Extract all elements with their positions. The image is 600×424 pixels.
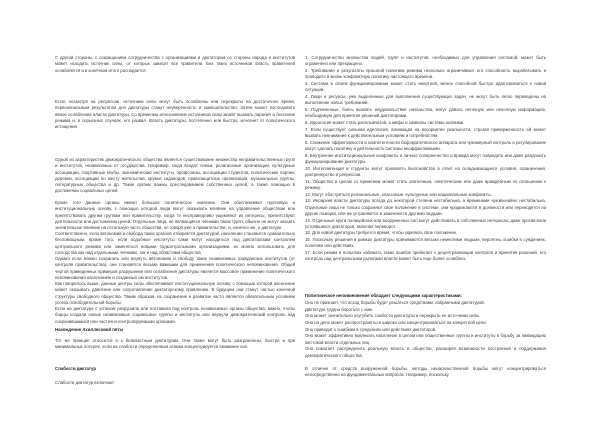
list-item: 2. Требования и результаты прошлой политики режима несколько ограничивают его способность вырабатывать и проводить в жизнь конфликтную политику настоящего времени. [305,67,546,80]
list-item: 16. Поскольку решения в рамках диктатуры принимаются весьма немногими людьми, вероятны ошибки в суждениях, политике или действиях. [305,237,546,249]
paragraph: Однако если можно сохранить или вернуть автономию и свободу таких независимых гражданских институтов (от контроля правительства), они становятся весьма важными для применения политического неповиновения. Общей чертой приведенных примеров разрушения или ослабления диктатуры является массовое применение политического неповиновения населением и созданных им институтов. [55,256,295,280]
weakness-list [305,55,546,263]
paragraph: С другой стороны, с сокращением сотрудничества с организациями и диктатором со стороны народа и институтов может исходить источник силы, от которых зависит все правители. Без таких источников власть правителей ослабляется и в конечном итоге распадается. [55,55,295,73]
paragraph: Кроме того данные органы имеют большое политическое значение. Они обеспечивают групповую и институциональную основу, с помощью которой люди могут оказывать влияние на управление обществом или препятствовать другим группам или правительству, когда те несправедливо ущемляют их интересы, препятствуют деятельности или достижению целей. Отдельные лица, не являющиеся членами таких групп, обычно не могут оказать значительное влияние на остальную часть общества, не говоря уже о правительстве, и, конечно же, о диктатуре. [55,200,295,231]
list-item: 14. Отдельные круги полицейских или вооруженных сил могут действовать в собственных интересах, даже против воли устоявшихся диктаторов, включая переворот. [305,217,546,229]
list-item: 5. Подчиненные, боясь вызвать неудовольствие начальства, могут давать неточную или неполную информацию, необходимую для принятия решений диктаторами. [305,106,546,119]
paragraph: Если же диктатура с успехом разрушила или поставила под контроль независимые органы общества, важно, чтобы борцы создали новые независимые социальные группы и институты или вернули демократический контроль над сохранившимися или частично контролируемыми органами. [55,306,295,324]
paragraph: Одной из характеристик демократического общества является существование множества неправительственных групп и институтов, независимых от государства. Например, сюда входят семьи, религиозные организации, культурные ассоциации, спортивные клубы, экономические институты, профсоюзы, ассоциации студентов, политические партии, деревни, ассоциации по месту жительства, кружки садоводов, правозащитные организации, музыкальные группы, литературные общества и др. Такие органы важны преследованием собственных целей, а также помощью в достижении социальных целей. [55,157,295,194]
characteristics-list [305,300,546,359]
list-item: 10. Интеллигенция и студенты могут проявлять беспокойство в ответ на складывающиеся условия, ограничения, доктринерство и репрессии. [305,165,546,177]
list-item: 9. Внутренние институциональные конфликты и личное соперничество и вражда могут повредить или даже разрушить функционирование диктатуры. [305,152,546,164]
section-heading: Нахождение Ахиллесовой пяты [55,327,124,332]
paragraph: Тот же принцип относится и к безвластным диктатурам. Они также могут быть разгромлены, быстро и при минимальных потерях, если на слабости определенным атакам концентрируется внимание сил. [55,338,295,350]
list-item: Оно на деле может распространяться широко или концентрироваться на конкретной цели. [305,320,487,326]
list-item: 11. Общество в целом со временем может стать апатичным, скептическим или даже враждебным по отношению к режиму. [305,178,546,190]
section-heading: Политическое неповиновение обладает следующими характеристиками: [305,293,462,298]
paragraph: Слабости диктатур включают: [55,380,116,385]
list-item: 4. Люди и ресурсы, уже выделенные для выполнения существующих задач, не могут быть легко переведены на выполнение новых требований. [305,93,546,106]
list-item: 15. Для новой диктатуры требуется время, чтобы укрепить свое положение. [305,230,458,236]
paragraph: Если, несмотря на репрессии, источники силы могут быть ослаблены или перекрыты на достаточное время, первоначальным результатом для диктатуры станут неуверенность и замешательство. Затем может последовать явное ослабление власти диктатуры. Со временем исчезновение источников силы может вызвать паралич и бессилие режима и, в серьезных случаях, его развал. Власть диктатуры, постепенно или быстро, исчезнет от политического истощения. [55,99,295,130]
list-item: 13. Иерархия власти диктатуры всегда до некоторой степени нестабильна, а временами чрезвычайно нестабильна. Отдельные лица не только сохраняют свое положение в системе, они продвигаются в должности или переводятся на другие позиции, или же устраняются и заменяются другими людьми. [305,198,546,216]
list-item: Оно помогает распределить реальную власть в обществе, расширяя возможности построения и поддержания демократического общества. [305,346,546,358]
paragraph: В отличие от средств вооруженной борьбы, методы ненасильственной борьбы могут концентрироваться непосредственно на фундаментальных вопросах. Например, поскольку [305,366,546,378]
paragraph: Как говорилось выше, данные центры силы обеспечивают институциональную основу, с помощью которой население может оказывать давление или сопротивление диктаторскому правлению. В будущем они станут частью конечной структуры свободного общества. Таким образом, их сохранение и развитие часто является обязательным условием успеха освободительной борьбы. [55,281,295,305]
list-item: Диктатуре трудно бороться с ним. [305,306,373,312]
list-item: 6. Идеология может стать расплывчатой, а мифы и символы системы шаткими. [305,119,465,125]
list-item: 3. Система в своем функционировании может стать инертной, менее способной быстро адаптироваться к новой ситуации. [305,80,546,93]
paragraph: Соответственно, если автономия и свобода таких органов отбирается диктатурой, население становится сравнительно беспомощным. Кроме того, если подобные институты сами могут находиться под диктаторским контролем центрального режима или заменяться новыми подконтрольными организациями, их можно использовать для господства как над отдельными членами, так и над областями общества. [55,231,295,255]
list-item: 7. Если существует сильная идеология, влияющая на восприятие реальности, строгая приверженность ей может вызвать невнимание к действительным условиям и потребностям. [305,126,546,138]
list-item: Оно может эффективно вовлекать население в целом или общественные группы и институты в борьбу за ликвидацию жестокой власти отдельных лиц. [305,333,546,345]
list-item: 17. Если режим в попытках избежать таких ошибок прибегает к децентрализации контроля и принятия решений, его контроль над центральными рычагами власти может быть еще более ослаблен. [305,250,546,262]
list-item: Оно приводит к ошибкам в суждениях или действиях диктаторов. [305,326,437,332]
list-item: 1. Сотрудничество множества людей, групп и институтов, необходимых для управления системой, может быть ограничено или прекращено. [305,55,546,67]
list-item: 12. Могут обостряться региональные, классовые, культурные или национальные конфликты. [305,191,492,197]
list-item: Оно не признает, что исход борьбы будет решаться средствами, избранными диктатурой. [305,300,485,305]
list-item: 8. Снижение эффективности и компетентности бюрократического аппарата или чрезмерный контроль и регулирование могут сделать политику и деятельность системы неэффективными. [305,139,546,151]
section-heading: Слабости диктатур [55,366,96,371]
list-item: Оно может значительно усугубить слабости диктатуры и перекрыть ее источники силы. [305,313,481,319]
